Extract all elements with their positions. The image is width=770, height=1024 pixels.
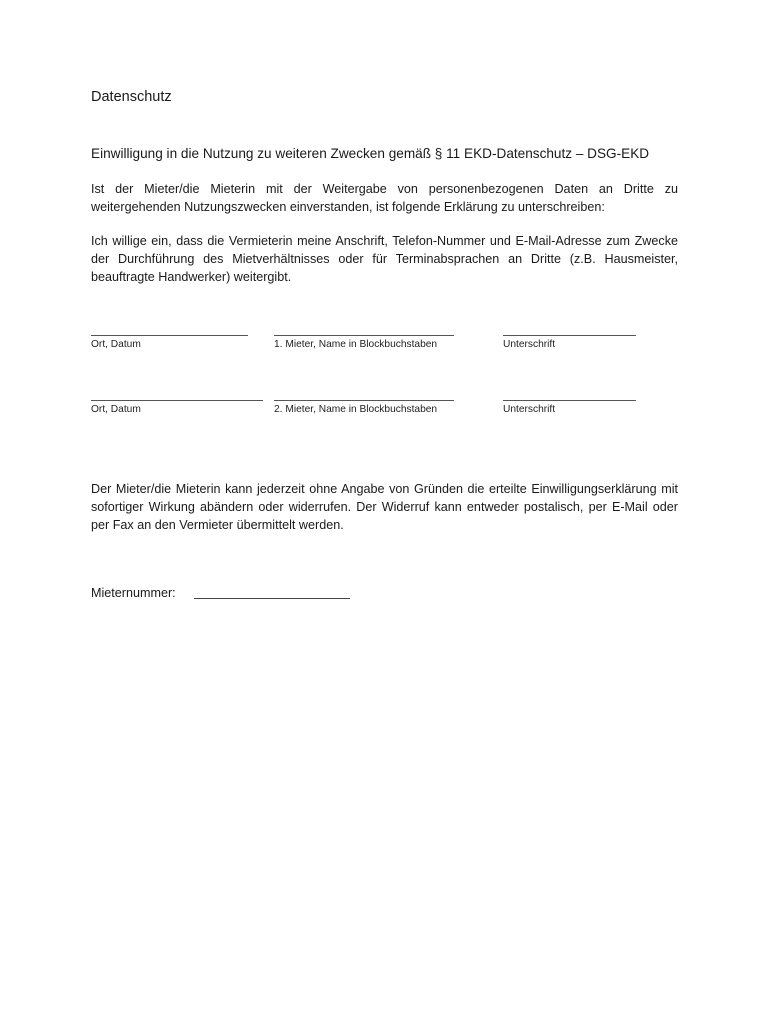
name-line-2 <box>274 400 454 401</box>
consent-paragraph: Ich willige ein, dass die Vermieterin meine Anschrift, Telefon-Nummer und E-Mail-Adresse zum Zwecke der Durchführung des Mietverhältnisses oder für Terminabsprachen an Dritte (z.B. Hausmeister, beauftragte Handwerker) weitergibt. <box>91 234 678 284</box>
signature-line-2 <box>503 400 636 401</box>
tenant-number-label: Mieternummer: <box>91 586 176 600</box>
signature-label-1: Unterschrift <box>503 339 556 350</box>
page-title: Datenschutz <box>91 89 172 105</box>
name-label-2: 2. Mieter, Name in Blockbuchstaben <box>274 404 438 415</box>
consent-heading: Einwilligung in die Nutzung zu weiteren Zwecken gemäß § 11 EKD-Datenschutz – DSG-EKD <box>91 146 650 161</box>
revocation-paragraph: Der Mieter/die Mieterin kann jederzeit ohne Angabe von Gründen die erteilte Einwilligungserklärung mit sofortiger Wirkung abändern oder widerrufen. Der Widerruf kann entweder postalisch, per E-Mail oder per Fax an den Vermieter übermittelt werden. <box>91 482 678 532</box>
place-date-line-2 <box>91 400 263 401</box>
place-date-line-1 <box>91 335 248 336</box>
place-date-label-1: Ort, Datum <box>91 339 141 350</box>
name-label-1: 1. Mieter, Name in Blockbuchstaben <box>274 339 438 350</box>
tenant-number-line <box>194 598 350 599</box>
name-line-1 <box>274 335 454 336</box>
place-date-label-2: Ort, Datum <box>91 404 141 415</box>
signature-label-2: Unterschrift <box>503 404 556 415</box>
intro-paragraph: Ist der Mieter/die Mieterin mit der Weitergabe von personenbezogenen Daten an Dritte zu weitergehenden Nutzungszwecken einverstanden, ist folgende Erklärung zu unterschreiben: <box>91 182 678 214</box>
signature-line-1 <box>503 335 636 336</box>
